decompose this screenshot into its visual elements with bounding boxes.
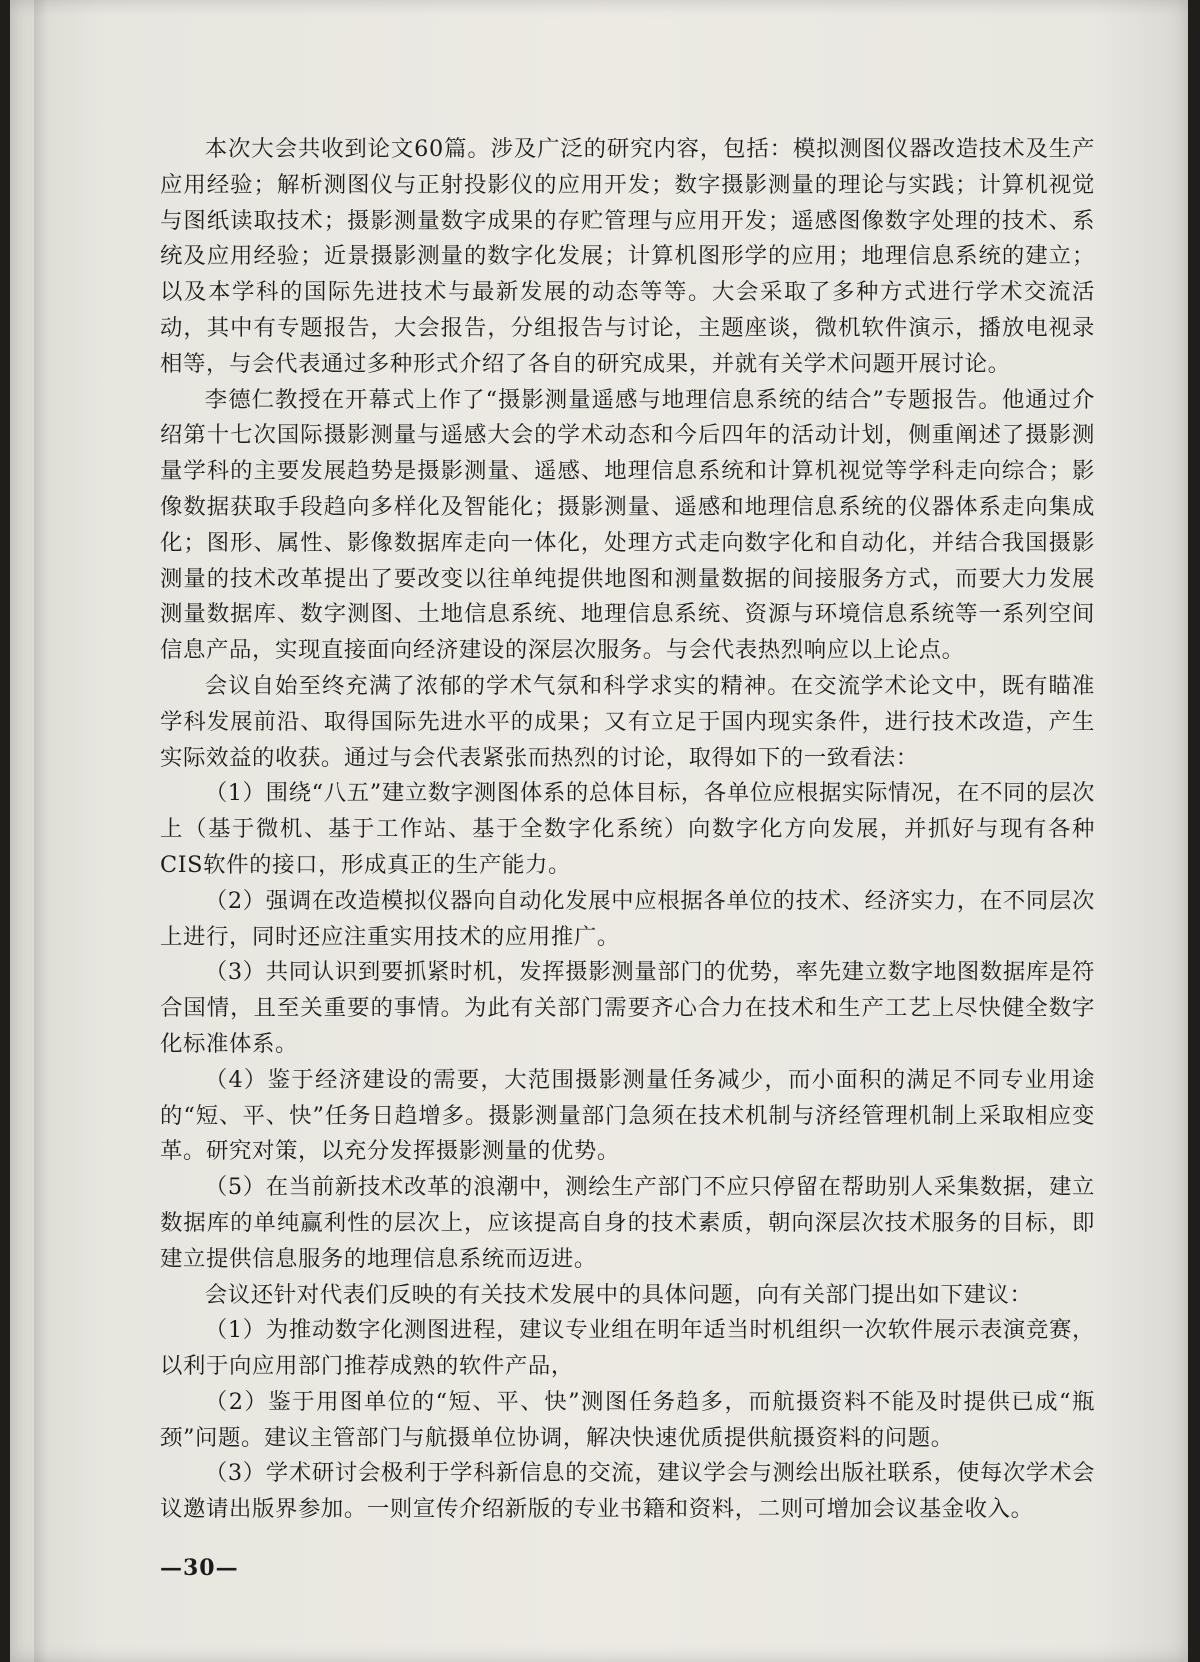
paragraph-consensus-5: （5）在当前新技术改革的浪潮中，测绘生产部门不应只停留在帮助别人采集数据，建立数据库的单纯赢利性的层次上，应该提高自身的技术素质，朝向深层次技术服务的目标，即建立提供信息服务的地理信息系统而迈进。 [160,1174,1095,1272]
paragraph-conference-overview: 本次大会共收到论文60篇。涉及广泛的研究内容，包括：模拟测图仪器改造技术及生产应用经验；解析测图仪与正射投影仪的应用开发；数字摄影测量的理论与实践；计算机视觉与图纸读取技术；摄影测量数字成果的存贮管理与应用开发；遥感图像数字处理的技术、系统及应用经验；近景摄影测量的数字化发展；计算机图形学的应用；地理信息系统的建立；以及本学科的国际先进技术与最新发展的动态等等。大会采取了多种方式进行学术交流活动，其中有专题报告，大会报告，分组报告与讨论，主题座谈，微机软件演示，播放电视录相等，与会代表通过多种形式介绍了各自的研究成果，并就有关学术问题开展讨论。 [160,136,1095,377]
binding-shadow [34,0,48,1662]
page-number: —30— [160,1555,239,1581]
paragraph-consensus-intro: 会议自始至终充满了浓郁的学术气氛和科学求实的精神。在交流学术论文中，既有瞄准学科发展前沿、取得国际先进水平的成果；又有立足于国内现实条件，进行技术改造，产生实际效益的收获。通过与会代表紧张而热烈的讨论，取得如下的一致看法： [160,672,1095,771]
paragraph-suggestion-1: （1）为推动数字化测图进程，建议专业组在明年适当时机组织一次软件展示表演竞赛，以利于向应用部门推荐成熟的软件产品， [160,1317,1095,1380]
paragraph-consensus-1: （1）围绕“八五”建立数字测图体系的总体目标，各单位应根据实际情况，在不同的层次上（基于微机、基于工作站、基于全数字化系统）向数字化方向发展，并抓好与现有各种CIS软件的接口，形成真正的生产能力。 [160,780,1095,878]
paragraph-suggestion-3: （3）学术研讨会极利于学科新信息的交流，建议学会与测绘出版社联系，使每次学术会议邀请出版界参加。一则宣传介绍新版的专业书籍和资料，二则可增加会议基金收入。 [160,1460,1095,1523]
paragraph-consensus-4: （4）鉴于经济建设的需要，大范围摄影测量任务减少，而小面积的满足不同专业用途的“短、平、快”任务日趋增多。摄影测量部门急须在技术机制与济经管理机制上采取相应变革。研究对策，以充分发挥摄影测量的优势。 [160,1066,1095,1165]
paragraph-consensus-2: （2）强调在改造模拟仪器向自动化发展中应根据各单位的技术、经济实力，在不同层次上进行，同时还应注重实用技术的应用推广。 [160,887,1095,950]
paragraph-keynote-report: 李德仁教授在开幕式上作了“摄影测量遥感与地理信息系统的结合”专题报告。他通过介绍第十七次国际摄影测量与遥感大会的学术动态和今后四年的活动计划，侧重阐述了摄影测量学科的主要发展趋势是摄影测量、遥感、地理信息系统和计算机视觉等学科走向综合；影像数据获取手段趋向多样化及智能化；摄影测量、遥感和地理信息系统的仪器体系走向集成化；图形、属性、影像数据库走向一体化，处理方式走向数字化和自动化，并结合我国摄影测量的技术改革提出了要改变以往单纯提供地图和测量数据的间接服务方式，而要大力发展测量数据库、数字测图、土地信息系统、地理信息系统、资源与环境信息系统等一系列空间信息产品，实现直接面向经济建设的深层次服务。与会代表热烈响应以上论点。 [160,386,1095,664]
document-page [10,0,1188,1662]
paragraph-suggestion-2: （2）鉴于用图单位的“短、平、快”测图任务趋多，而航摄资料不能及时提供已成“瓶颈”问题。建议主管部门与航摄单位协调，解决快速优质提供航摄资料的问题。 [160,1388,1095,1451]
paragraph-suggestions-intro: 会议还针对代表们反映的有关技术发展中的具体问题，向有关部门提出如下建议： [204,1281,1033,1308]
paragraph-consensus-3: （3）共同认识到要抓紧时机，发挥摄影测量部门的优势，率先建立数字地图数据库是符合国情，且至关重要的事情。为此有关部门需要齐心合力在技术和生产工艺上尽快健全数字化标准体系。 [160,959,1095,1057]
body-text [160,132,1095,1528]
